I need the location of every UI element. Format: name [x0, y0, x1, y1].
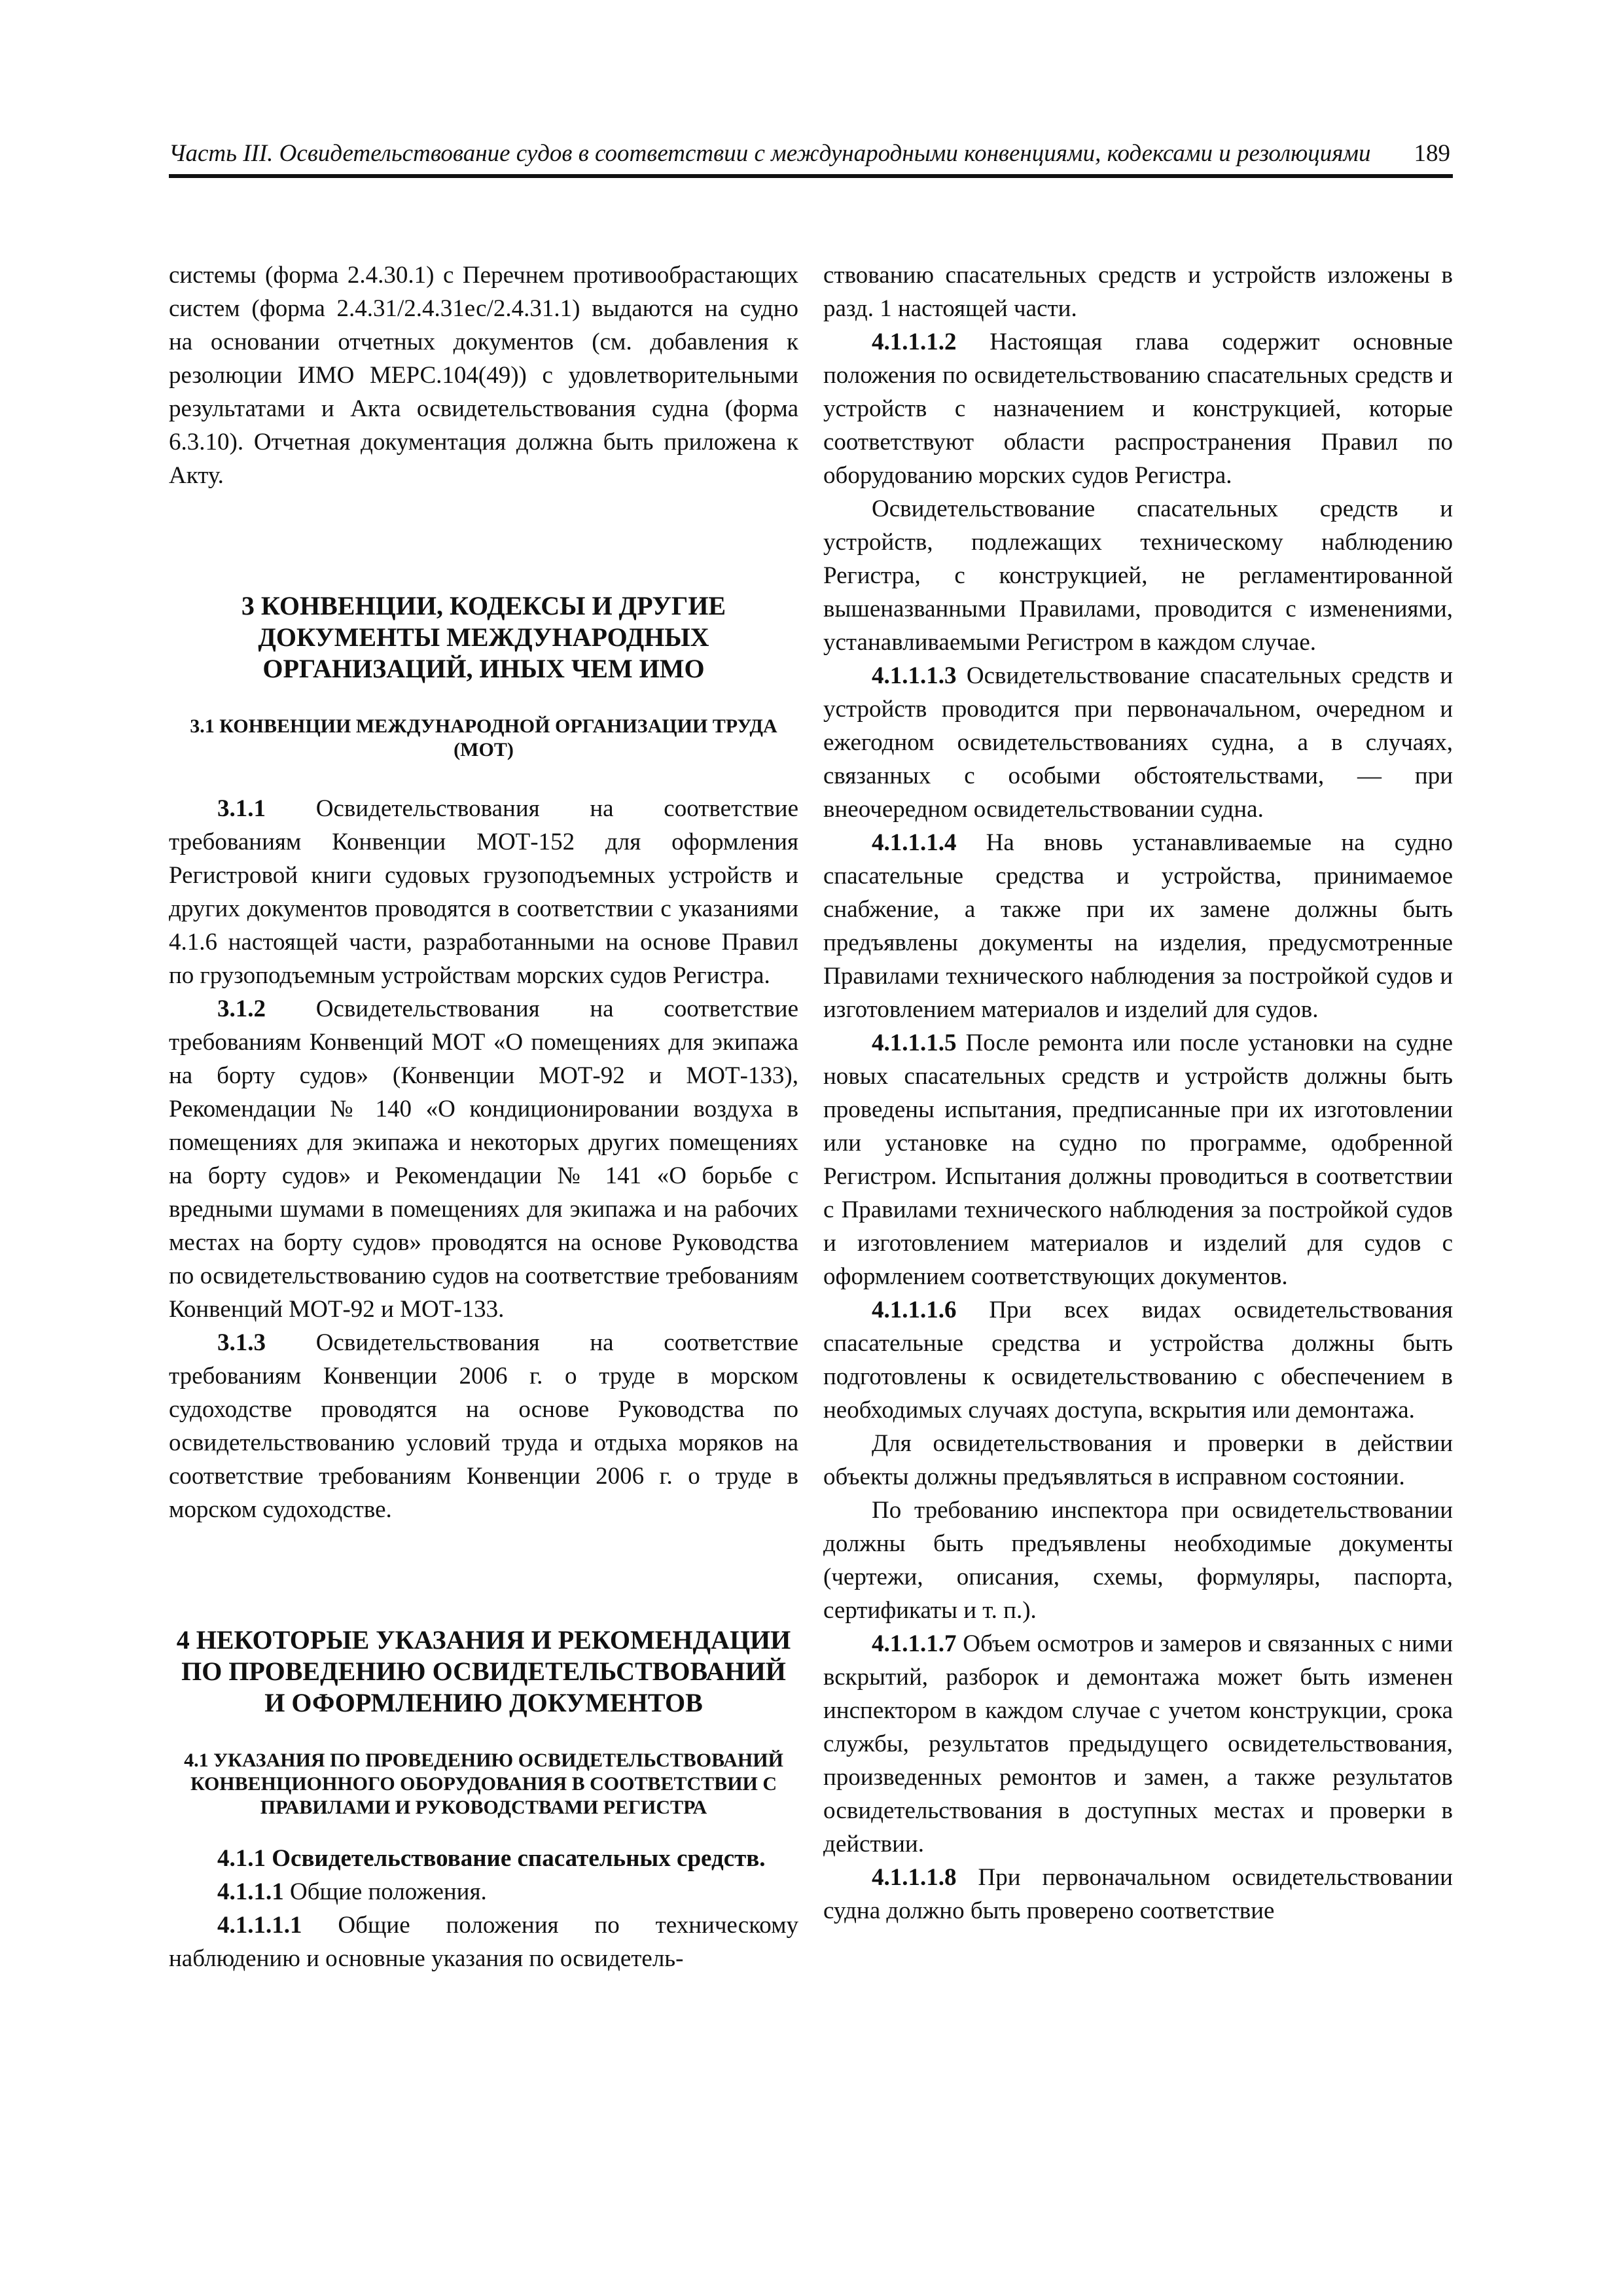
page-number: 189	[1414, 140, 1450, 167]
left-column	[169, 259, 798, 1975]
paragraph-4-1-1-1-4: 4.1.1.1.4 На вновь устанавливаемые на судно спасательные средства и устройства, принимаемое снабжение, а также при их замене должны быть предъявлены документы на изделия, предусмотренные Правилами технического наблюдения за постройкой судов и изготовлением материалов и изделий для судов.	[823, 829, 1453, 1023]
running-head	[169, 137, 1453, 170]
clause-number: 4.1.1.1.4	[872, 829, 957, 856]
paragraph: Для освидетельствования и проверки в действии объекты должны предъявляться в исправном состоянии.	[823, 1430, 1453, 1490]
clause-number: 4.1.1.1.8	[872, 1864, 957, 1891]
paragraph-4-1-1-1-8: 4.1.1.1.8 При первоначальном освидетельствовании судна должно быть проверено соответствие	[823, 1864, 1453, 1924]
subsection-3-1-heading: 3.1 КОНВЕНЦИИ МЕЖДУНАРОДНОЙ ОРГАНИЗАЦИИ ТРУДА (МОТ)	[190, 715, 777, 761]
clause-number: 4.1.1.1.2	[872, 329, 957, 355]
paragraph-continuation: ствованию спасательных средств и устройств изложены в разд. 1 настоящей части.	[823, 262, 1453, 322]
paragraph-4-1-1-1-5: 4.1.1.1.5 После ремонта или после установки на судне новых спасательных средств и устройств должны быть проведены испытания, предписанные при их изготовлении или установке на судно по программе, одобренной Регистром. Испытания должны проводиться в соответствии с Правилами технического наблюдения за постройкой судов и изготовлением материалов и изделий для судов с оформлением соответствующих документов.	[823, 1030, 1453, 1290]
section-4-heading: 4 НЕКОТОРЫЕ УКАЗАНИЯ И РЕКОМЕНДАЦИИ ПО ПРОВЕДЕНИЮ ОСВИДЕТЕЛЬСТВОВАНИЙ И ОФОРМЛЕНИЮ ДОКУМЕНТОВ	[176, 1625, 791, 1717]
paragraph-4-1-1-1-2: 4.1.1.1.2 Настоящая глава содержит основные положения по освидетельствованию спасательных средств и устройств с назначением и конструкцией, которые соответствуют области распространения Правил по оборудованию морских судов Регистра.	[823, 329, 1453, 489]
paragraph-3-1-3: 3.1.3 Освидетельствования на соответствие требованиям Конвенции 2006 г. о труде в морском судоходстве проводятся на основе Руководства по освидетельствованию условий труда и отдыха моряков на соответствие требованиям Конвенции 2006 г. о труде в морском судоходстве.	[169, 1329, 798, 1523]
paragraph-4-1-1-1-3: 4.1.1.1.3 Освидетельствование спасательных средств и устройств проводится при первоначальном, очередном и ежегодном освидетельствованиях судна, а в случаях, связанных с особыми обстоятельствами, — при внеочередном освидетельствовании судна.	[823, 662, 1453, 823]
right-column	[823, 259, 1453, 1928]
clause-number: 4.1.1.1.6	[872, 1297, 957, 1323]
clause-number: 3.1.1	[217, 795, 266, 822]
paragraph: Освидетельствование спасательных средств и устройств, подлежащих техническому наблюдению Регистра, с конструкцией, не регламентированной вышеназванными Правилами, проводится с изменениями, устанавливаемыми Регистром в каждом случае.	[823, 495, 1453, 656]
paragraph-3-1-2: 3.1.2 Освидетельствования на соответствие требованиям Конвенций МОТ «О помещениях для экипажа на борту судов» (Конвенции МОТ-92 и МОТ-133), Рекомендации № 140 «О кондиционировании воздуха в помещениях для экипажа и некоторых других помещениях на борту судов» и Рекомендации № 141 «О борьбе с вредными шумами в помещениях для экипажа и на рабочих местах на борту судов» проводятся на основе Руководства по освидетельствованию судов на соответствие требованиям Конвенций МОТ-92 и МОТ-133.	[169, 996, 798, 1323]
subsection-4-1-heading: 4.1 УКАЗАНИЯ ПО ПРОВЕДЕНИЮ ОСВИДЕТЕЛЬСТВОВАНИЙ КОНВЕНЦИОННОГО ОБОРУДОВАНИЯ В СООТВЕТСТВИИ С ПРАВИЛАМИ И РУКОВОДСТВАМИ РЕГИСТРА	[184, 1749, 783, 1818]
clause-number: 3.1.3	[217, 1329, 266, 1356]
paragraph-4-1-1-1-1: 4.1.1.1.1 Общие положения по техническому наблюдению и основные указания по освидетель-	[169, 1912, 798, 1972]
clause-number: 4.1.1.1	[217, 1878, 284, 1905]
clause-number: 4.1.1.1.5	[872, 1030, 957, 1056]
clause-4-1-1-heading: 4.1.1 Освидетельствование спасательных средств.	[217, 1845, 766, 1872]
paragraph: По требованию инспектора при освидетельствовании должны быть предъявлены необходимые документы (чертежи, описания, схемы, формуляры, паспорта, сертификаты и т. п.).	[823, 1497, 1453, 1624]
paragraph-3-1-1: 3.1.1 Освидетельствования на соответствие требованиям Конвенции МОТ-152 для оформления Регистровой книги судовых грузоподъемных устройств и других документов проводятся в соответствии с указаниями 4.1.6 настоящей части, разработанными на основе Правил по грузоподъемным устройствам морских судов Регистра.	[169, 795, 798, 989]
paragraph-4-1-1-1-6: 4.1.1.1.6 При всех видах освидетельствования спасательные средства и устройства должны быть подготовлены к освидетельствованию с обеспечением в необходимых случаях доступа, вскрытия или демонтажа.	[823, 1297, 1453, 1424]
clause-number: 3.1.2	[217, 996, 266, 1022]
running-title: Часть III. Освидетельствование судов в соответствии с международными конвенциями, кодексами и резолюциями	[169, 140, 1371, 167]
paragraph-continuation: системы (форма 2.4.30.1) с Перечнем противообрастающих систем (форма 2.4.31/2.4.31ес/2.4.31.1) выдаются на судно на основании отчетных документов (см. добавления к резолюции ИМО МЕРС.104(49)) с удовлетворительными результатами и Акта освидетельствования судна (форма 6.3.10). Отчетная документация должна быть приложена к Акту.	[169, 262, 798, 489]
paragraph-4-1-1-1: 4.1.1.1 Общие положения.	[217, 1878, 487, 1905]
clause-number: 4.1.1.1.7	[872, 1630, 957, 1657]
clause-number: 4.1.1.1.3	[872, 662, 957, 689]
clause-number: 4.1.1.1.1	[217, 1912, 302, 1939]
paragraph-4-1-1-1-7: 4.1.1.1.7 Объем осмотров и замеров и связанных с ними вскрытий, разборок и демонтажа может быть изменен инспектором в каждом случае с учетом конструкции, срока службы, результатов предыдущего освидетельствования, произведенных ремонтов и замен, а также результатов освидетельствования в доступных местах и проверки в действии.	[823, 1630, 1453, 1857]
header-rule	[169, 174, 1453, 178]
section-3-heading: 3 КОНВЕНЦИИ, КОДЕКСЫ И ДРУГИЕ ДОКУМЕНТЫ МЕЖДУНАРОДНЫХ ОРГАНИЗАЦИЙ, ИНЫХ ЧЕМ ИМО	[241, 591, 726, 683]
